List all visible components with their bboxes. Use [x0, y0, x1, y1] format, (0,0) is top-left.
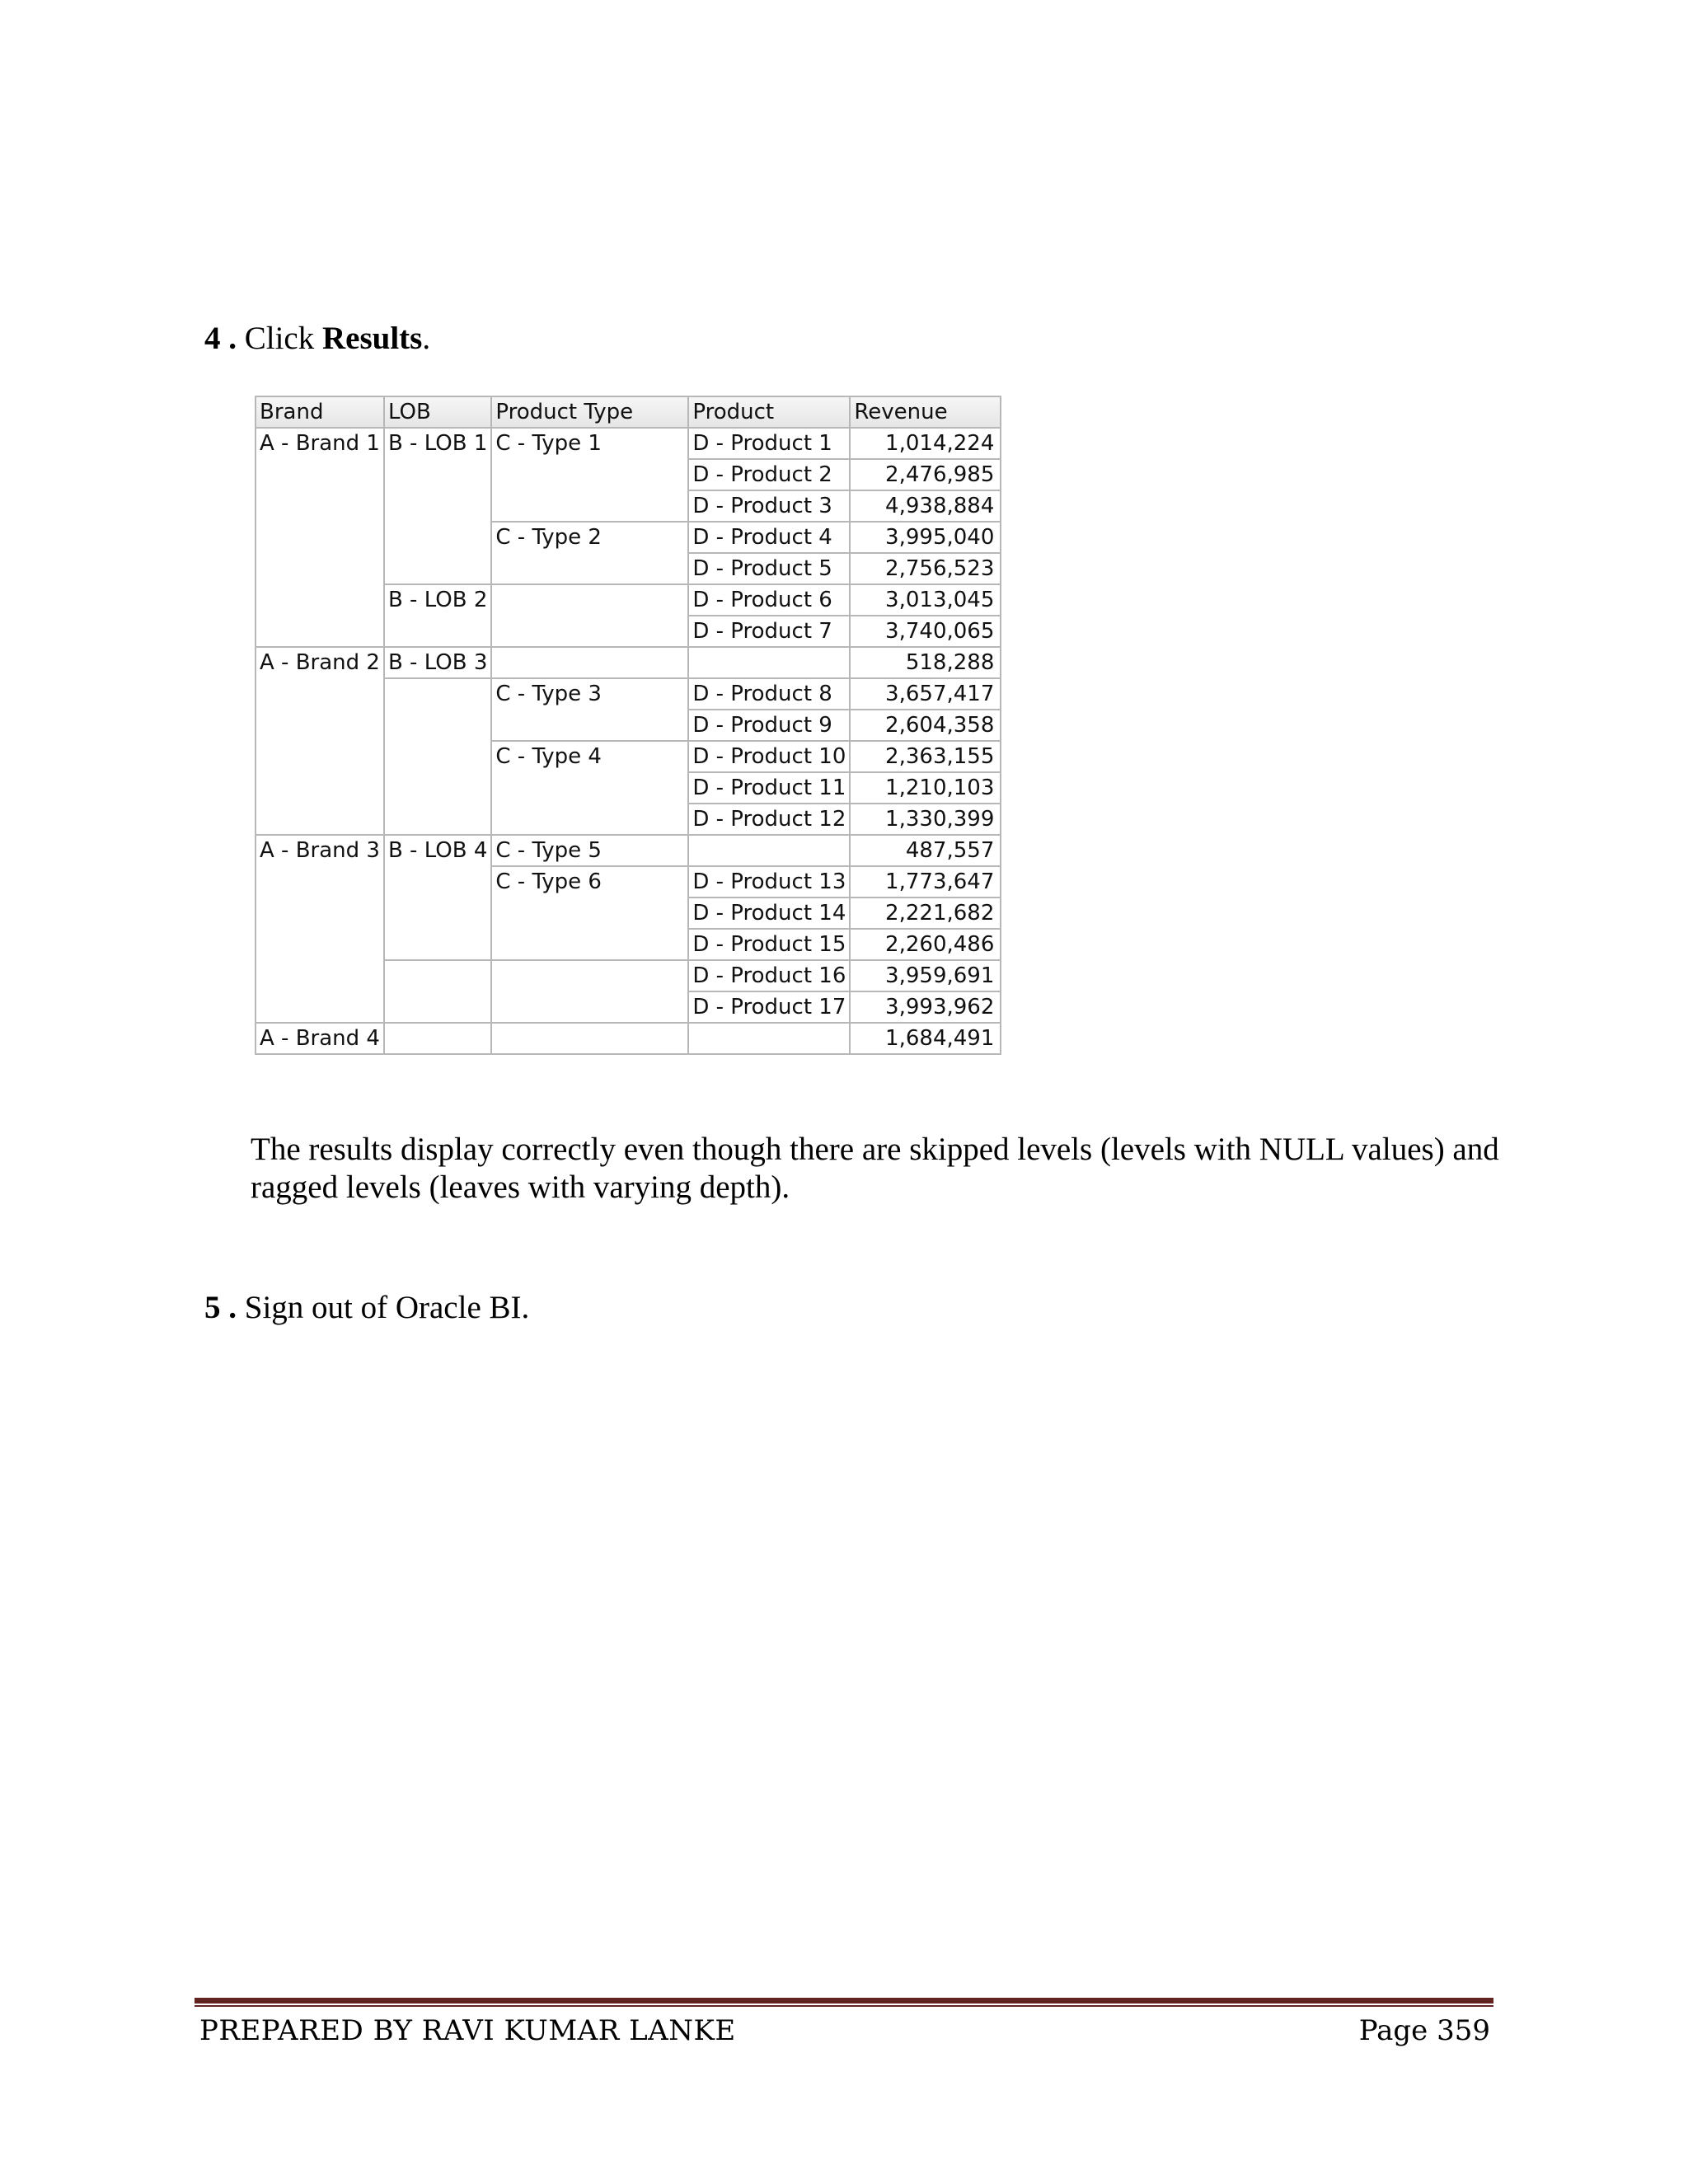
product-cell-empty: [688, 647, 850, 678]
product-cell: D - Product 8: [688, 678, 850, 710]
type-cell: C - Type 3: [491, 678, 688, 741]
revenue-cell: 1,210,103: [850, 772, 1001, 804]
step-number: 4 .: [204, 321, 237, 356]
product-cell: D - Product 3: [688, 490, 850, 522]
type-cell: C - Type 6: [491, 866, 688, 960]
revenue-cell: 3,995,040: [850, 522, 1001, 553]
type-cell: C - Type 2: [491, 522, 688, 584]
revenue-cell: 3,657,417: [850, 678, 1001, 710]
product-cell: D - Product 12: [688, 804, 850, 835]
revenue-cell: 1,684,491: [850, 1023, 1001, 1054]
revenue-cell: 4,938,884: [850, 490, 1001, 522]
product-cell: D - Product 13: [688, 866, 850, 898]
brand-cell: A - Brand 2: [256, 647, 384, 835]
table-row: [256, 647, 1001, 678]
product-cell: D - Product 11: [688, 772, 850, 804]
step-number: 5 .: [204, 1290, 237, 1325]
column-header-lob[interactable]: LOB: [384, 396, 491, 428]
step-text: Click: [244, 321, 322, 356]
page-number: Page 359: [1358, 2014, 1490, 2047]
column-header-product[interactable]: Product: [688, 396, 850, 428]
product-cell: D - Product 2: [688, 459, 850, 490]
results-label: Results: [322, 321, 423, 356]
type-cell-empty: [491, 1023, 688, 1054]
column-header-product-type[interactable]: Product Type: [491, 396, 688, 428]
product-cell: D - Product 7: [688, 616, 850, 647]
product-cell: D - Product 17: [688, 991, 850, 1023]
type-cell-empty: [491, 960, 688, 1023]
revenue-cell: 2,476,985: [850, 459, 1001, 490]
step-text-end: .: [422, 321, 431, 356]
lob-cell-empty: [384, 960, 491, 1023]
revenue-cell: 3,013,045: [850, 584, 1001, 616]
type-cell: C - Type 4: [491, 741, 688, 835]
lob-cell: B - LOB 4: [384, 835, 491, 960]
lob-cell-empty: [384, 1023, 491, 1054]
column-header-brand[interactable]: Brand: [256, 396, 384, 428]
revenue-cell: 2,604,358: [850, 710, 1001, 741]
type-cell: C - Type 5: [491, 835, 688, 866]
footer-rule: [195, 1998, 1493, 2008]
lob-cell: B - LOB 2: [384, 584, 491, 647]
product-cell-empty: [688, 835, 850, 866]
revenue-cell: 2,363,155: [850, 741, 1001, 772]
lob-cell: B - LOB 3: [384, 647, 491, 678]
revenue-cell: 3,993,962: [850, 991, 1001, 1023]
step-4: [204, 319, 430, 359]
product-cell: D - Product 4: [688, 522, 850, 553]
product-cell: D - Product 9: [688, 710, 850, 741]
product-cell: D - Product 5: [688, 553, 850, 584]
product-cell: D - Product 14: [688, 898, 850, 929]
revenue-cell: 3,740,065: [850, 616, 1001, 647]
type-cell: C - Type 1: [491, 428, 688, 522]
revenue-cell: 3,959,691: [850, 960, 1001, 991]
revenue-cell: 2,221,682: [850, 898, 1001, 929]
revenue-cell: 1,330,399: [850, 804, 1001, 835]
revenue-cell: 1,773,647: [850, 866, 1001, 898]
revenue-cell: 487,557: [850, 835, 1001, 866]
step-text: Sign out of Oracle BI.: [244, 1290, 530, 1325]
product-cell: D - Product 16: [688, 960, 850, 991]
revenue-cell: 1,014,224: [850, 428, 1001, 459]
lob-cell: B - LOB 1: [384, 428, 491, 584]
product-cell: D - Product 10: [688, 741, 850, 772]
brand-cell: A - Brand 4: [256, 1023, 384, 1054]
revenue-cell: 2,756,523: [850, 553, 1001, 584]
table-row: [256, 1023, 1001, 1054]
table-header-row: [256, 396, 1001, 428]
revenue-cell: 518,288: [850, 647, 1001, 678]
type-cell-empty: [491, 584, 688, 647]
type-cell-empty: [491, 647, 688, 678]
footer-author: PREPARED BY RAVI KUMAR LANKE: [199, 2014, 736, 2047]
results-table: [255, 396, 1001, 1055]
product-cell: D - Product 6: [688, 584, 850, 616]
lob-cell-empty: [384, 678, 491, 835]
results-explanation: The results display correctly even though there are skipped levels (levels with NULL values) and ragged levels (leaves with varying depth).: [251, 1132, 1499, 1205]
column-header-revenue[interactable]: Revenue: [850, 396, 1001, 428]
product-cell: D - Product 1: [688, 428, 850, 459]
product-cell: D - Product 15: [688, 929, 850, 960]
product-cell-empty: [688, 1023, 850, 1054]
brand-cell: A - Brand 3: [256, 835, 384, 1023]
brand-cell: A - Brand 1: [256, 428, 384, 647]
step-5: [204, 1288, 529, 1328]
table-row: [256, 428, 1001, 459]
table-row: [256, 835, 1001, 866]
revenue-cell: 2,260,486: [850, 929, 1001, 960]
